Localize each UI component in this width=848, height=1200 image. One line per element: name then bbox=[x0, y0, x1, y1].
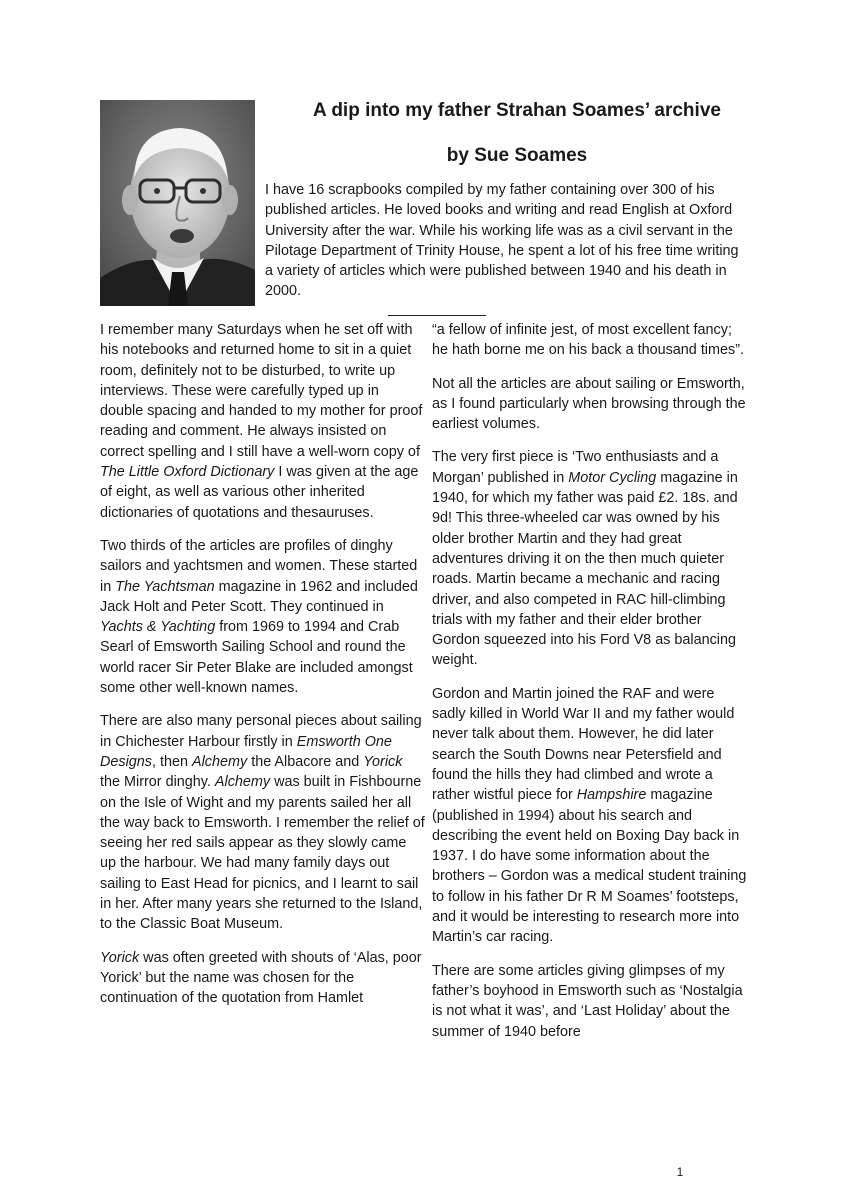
right-paragraph-2: Not all the articles are about sailing or Emsworth, as I found particularly when browsing through the earliest volumes. bbox=[432, 375, 746, 433]
page-number: 1 bbox=[676, 1165, 684, 1179]
left-paragraph-3: There are also many personal pieces about sailing in Chichester Harbour firstly in Emsworth One Designs, then Alchemy the Albacore and Yorick the Mirror dinghy. Alchemy was built in Fishbourne on the Isle of Wight and my parents sailed her all the way back to Emsworth. I remember the relief of seeing her red sails appear as they slowly came up the harbour. We had many family days out sailing to East Head for picnics, and I learnt to sail in her. After many years she returned to the Island, to the Classic Boat Museum. bbox=[100, 713, 425, 933]
article-byline: by Sue Soames bbox=[446, 145, 588, 166]
right-column bbox=[432, 320, 750, 1055]
intro-paragraph: I have 16 scrapbooks compiled by my father containing over 300 of his published articles. He loved books and writing and read English at Oxford University after the war. While his working life was as a civil servant in the Pilotage Department of Trinity House, he spent a lot of his free time writing a variety of articles which were published between 1940 and his death in 2000. bbox=[265, 182, 739, 300]
left-column bbox=[100, 320, 425, 1022]
left-paragraph-2: Two thirds of the articles are profiles of dinghy sailors and yachtsmen and women. These started in The Yachtsman magazine in 1962 and included Jack Holt and Peter Scott. They continued in Yachts & Yachting from 1969 to 1994 and Crab Searl of Emsworth Sailing School and round the world racer Sir Peter Blake are included amongst some other well-known names. bbox=[100, 537, 418, 697]
article-title: A dip into my father Strahan Soames’ archive bbox=[313, 100, 721, 121]
right-paragraph-5: There are some articles giving glimpses of my father’s boyhood in Emsworth such as ‘Nostalgia is not what it was’, and ‘Last Holiday’ about the summer of 1940 before bbox=[432, 962, 743, 1040]
left-paragraph-1: I remember many Saturdays when he set off with his notebooks and returned home to sit in a quiet room, definitely not to be disturbed, to write up interviews. These were carefully typed up in double spacing and handed to my mother for proof reading and comment. He always insisted on correct spelling and I still have a well-worn copy of The Little Oxford Dictionary I was given at the age of eight, as well as various other inherited dictionaries of quotations and thesauruses. bbox=[100, 322, 423, 521]
left-paragraph-4: Yorick was often greeted with shouts of ‘Alas, poor Yorick’ but the name was chosen for the continuation of the quotation from Hamlet bbox=[100, 949, 422, 1007]
section-divider bbox=[388, 315, 486, 316]
right-paragraph-4: Gordon and Martin joined the RAF and were sadly killed in World War II and my father would never talk about them. However, he did later search the South Downs near Petersfield and found the hills they had climbed and wrote a rather wistful piece for Hampshire magazine (published in 1994) about his search and describing the event held on Boxing Day back in 1937. I do have some information about the brothers – Gordon was a medical student training to follow in his father Dr R M Soames’ footsteps, and it would be interesting to research more into Martin’s car racing. bbox=[432, 685, 747, 946]
right-paragraph-1: “a fellow of infinite jest, of most excellent fancy; he hath borne me on his back a thousand times”. bbox=[432, 322, 744, 359]
portrait-illustration bbox=[100, 100, 255, 306]
right-paragraph-3: The very first piece is ‘Two enthusiasts and a Morgan’ published in Motor Cycling magazine in 1940, for which my father was paid £2. 18s. and 9d! This three-wheeled car was owned by his older brother Martin and they had great adventures driving it on the then much quieter roads. Martin became a mechanic and racing driver, and also competed in RAC hill-climbing trials with my father and their elder brother Gordon squeezed into his Ford V8 as balancing weight. bbox=[432, 449, 738, 669]
author-portrait-photo bbox=[100, 100, 255, 306]
